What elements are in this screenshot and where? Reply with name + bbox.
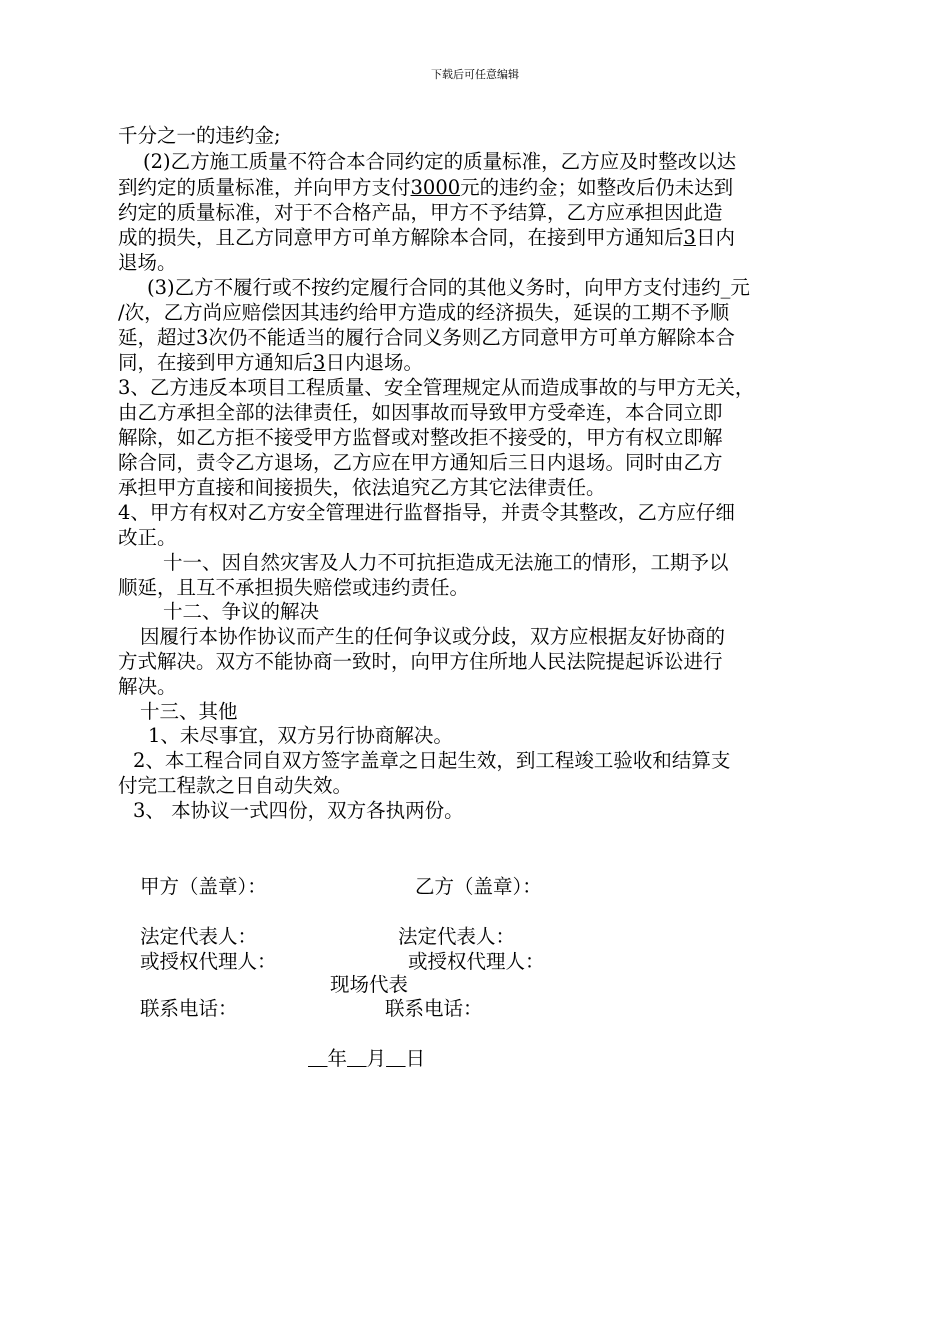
page-header: 下载后可任意编辑 [431,68,519,81]
text-line: 同，在接到甲方通知后3日内退场。 [118,351,423,374]
days-value: 3 [313,351,326,374]
party-a-seal-label: 甲方（盖章）： [140,875,267,898]
text-line: 3、乙方违反本项目工程质量、安全管理规定从而造成事故的与甲方无关， [118,376,755,399]
text-line: 除合同，责令乙方退场，乙方应在甲方通知后三日内退场。同时由乙方 [118,451,723,474]
site-representative-label: 现场代表 [330,973,409,996]
text-line: 2、本工程合同自双方签字盖章之日起生效，到工程竣工验收和结算支 [133,749,731,772]
date-line: 年 月 日 [327,1047,426,1070]
text-line: 因履行本协作协议而产生的任何争议或分歧，双方应根据友好协商的 [140,625,726,648]
section-heading: 十二、争议的解决 [163,600,320,623]
text-line: (2)乙方施工质量不符合本合同约定的质量标准，乙方应及时整改以达 [143,150,737,173]
party-b-phone-label: 联系电话： [385,997,483,1020]
text-line: 由乙方承担全部的法律责任，如因事故而导致甲方受牵连，本合同立即 [118,401,723,424]
text-line: 改正。 [118,526,177,549]
text-line: 付完工程款之日自动失效。 [118,774,353,797]
party-b-seal-label: 乙方（盖章）： [415,875,542,898]
text-line: 顺延，且互不承担损失赔偿或违约责任。 [118,576,470,599]
text-line: 到约定的质量标准，并向甲方支付3000元的违约金；如整改后仍未达到 [118,176,734,199]
text-line: (3)乙方不履行或不按约定履行合同的其他义务时，向甲方支付违约_元 [147,276,750,299]
text-line: 承担甲方直接和间接损失，依法追究乙方其它法律责任。 [118,476,606,499]
text-line: 1、未尽事宜，双方另行协商解决。 [148,724,453,747]
penalty-amount: 3000 [410,176,461,199]
text-line: 4、甲方有权对乙方安全管理进行监督指导，并责令其整改，乙方应仔细 [118,501,735,524]
party-a-agent-label: 或授权代理人： [140,950,277,973]
party-b-legal-rep-label: 法定代表人： [398,925,516,948]
party-a-legal-rep-label: 法定代表人： [140,925,258,948]
text-line: /次，乙方尚应赔偿因其违约给甲方造成的经济损失，延误的工期不予顺 [118,301,730,324]
text-line: 成的损失，且乙方同意甲方可单方解除本合同，在接到甲方通知后3日内 [118,226,735,249]
party-a-phone-label: 联系电话： [140,997,238,1020]
text-line: 延，超过3次仍不能适当的履行合同义务则乙方同意甲方可单方解除本合 [118,326,735,349]
party-b-agent-label: 或授权代理人： [408,950,545,973]
section-heading: 十一、因自然灾害及人力不可抗拒造成无法施工的情形，工期予以 [163,551,729,574]
text-line: 退场。 [118,251,177,274]
text-line: 千分之一的违约金; [118,124,281,147]
text-line: 3、 本协议一式四份，双方各执两份。 [133,799,464,822]
text-line: 约定的质量标准，对于不合格产品，甲方不予结算，乙方应承担因此造 [118,201,723,224]
text-line: 方式解决。双方不能协商一致时，向甲方住所地人民法院提起诉讼进行 [118,650,723,673]
section-heading: 十三、其他 [140,700,238,723]
text-line: 解决。 [118,675,177,698]
text-line: 解除，如乙方拒不接受甲方监督或对整改拒不接受的，甲方有权立即解 [118,426,723,449]
days-value: 3 [683,226,696,249]
